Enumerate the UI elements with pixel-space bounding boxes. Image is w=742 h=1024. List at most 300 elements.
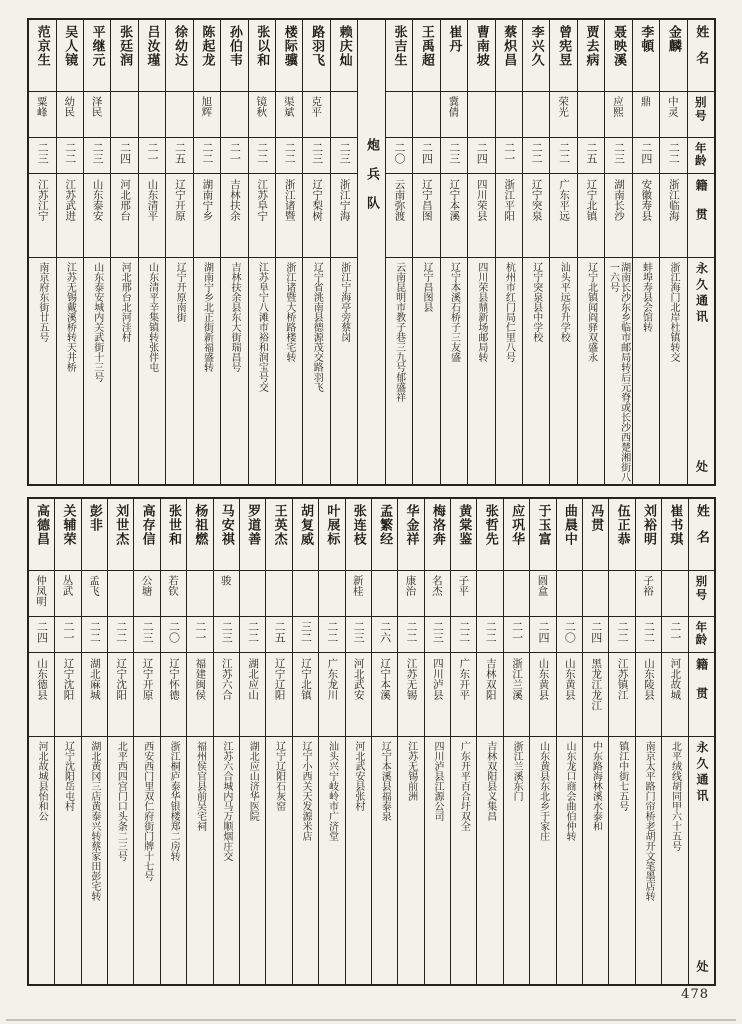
person-age: 二一 — [187, 617, 212, 653]
person-address: 浙江兰溪东门 — [511, 741, 523, 801]
entry-column — [386, 20, 413, 484]
header-column — [688, 20, 714, 484]
person-alias — [331, 92, 357, 138]
person-address: 西安西门里双仁府街门牌十七号 — [141, 741, 153, 881]
person-address: 吉林扶余县东大街瑞昌号 — [228, 262, 240, 372]
person-name: 应巩华 — [504, 499, 529, 571]
person-alias: 康治 — [398, 571, 423, 617]
person-address: 湖北黄冈三店黄泰兴转蔡家田彭宅转 — [88, 741, 100, 901]
person-age: 二四 — [530, 617, 555, 653]
person-address: 江苏无锡戴溪桥转天井桥 — [64, 262, 76, 372]
person-address: 吉林双阳县义集昌 — [484, 741, 496, 821]
entry-column — [57, 20, 84, 484]
entry-column — [557, 499, 583, 984]
person-address: 辽宁北镇闻阎驿双盛永 — [585, 262, 597, 362]
person-name: 叶展标 — [319, 499, 344, 571]
entry-column — [108, 499, 134, 984]
person-age: 二三 — [441, 138, 467, 174]
person-age: 二一 — [221, 138, 247, 174]
person-origin: 黑龙江龙江 — [583, 653, 608, 737]
person-age: 二三 — [346, 617, 371, 653]
person-address: 辽宁本溪石桥子三友盛 — [448, 262, 460, 362]
person-address: 江苏阜宁八滩市裕和润宝号交 — [256, 262, 268, 392]
header-address-tail: 处 — [695, 960, 710, 976]
entry-column — [111, 20, 138, 484]
person-origin: 辽宁北镇 — [293, 653, 318, 737]
person-alias — [413, 92, 439, 138]
person-age: 二四 — [468, 138, 494, 174]
person-alias: 冀倩 — [441, 92, 467, 138]
person-origin: 辽宁北镇 — [578, 174, 604, 258]
person-age: 二一 — [504, 617, 529, 653]
person-address: 浙江海门北岸杜镇转交 — [667, 262, 679, 362]
person-origin: 四川荣县 — [468, 174, 494, 258]
person-name: 华金祥 — [398, 499, 423, 571]
person-alias — [111, 92, 137, 138]
person-origin: 辽宁开原 — [166, 174, 192, 258]
person-name: 张哲先 — [477, 499, 502, 571]
person-name: 彭非 — [82, 499, 107, 571]
person-address: 云南昆明市教子巷三九号郁盛祥 — [393, 262, 405, 402]
person-name: 吕汝瑾 — [139, 20, 165, 92]
header-address-main: 永久通讯 — [695, 741, 710, 805]
person-alias — [319, 571, 344, 617]
entry-column — [633, 20, 660, 484]
person-name: 陈起龙 — [194, 20, 220, 92]
person-name: 蔡炽昌 — [496, 20, 522, 92]
person-alias — [139, 92, 165, 138]
person-alias: 泽民 — [84, 92, 110, 138]
header-alias: 别号 — [688, 92, 714, 138]
entry-column — [346, 499, 372, 984]
entry-column — [578, 20, 605, 484]
person-name: 路羽飞 — [303, 20, 329, 92]
person-address: 南京太平路门帘桥老胡开文笔墨店转 — [643, 741, 655, 901]
person-address: 辽宁开原南街 — [174, 262, 186, 322]
person-address: 山东龙口商会曲伯仲转 — [563, 741, 575, 841]
entry-column — [55, 499, 81, 984]
person-age: 二四 — [583, 617, 608, 653]
entry-column — [605, 20, 632, 484]
roster-table-bottom — [27, 497, 716, 986]
person-age: 二二 — [523, 138, 549, 174]
person-alias — [293, 571, 318, 617]
person-alias — [386, 92, 412, 138]
entry-column — [372, 499, 398, 984]
person-age: 二二 — [451, 617, 476, 653]
person-age: 二五 — [266, 617, 291, 653]
header-name: 姓名 — [688, 20, 714, 92]
person-age: 二三 — [134, 617, 159, 653]
person-origin: 江苏无锡 — [398, 653, 423, 737]
person-age: 二三 — [303, 138, 329, 174]
header-age: 年龄 — [688, 138, 714, 174]
person-name: 于玉富 — [530, 499, 555, 571]
person-alias — [609, 571, 634, 617]
person-origin: 广东平远 — [550, 174, 576, 258]
person-address: 北平绒线胡同甲六十五号 — [669, 741, 681, 851]
person-alias — [504, 571, 529, 617]
person-address: 江苏六合城内马万顺烟庄交 — [220, 741, 232, 861]
section-label-column — [358, 20, 385, 484]
person-alias: 镜秋 — [249, 92, 275, 138]
header-address — [688, 258, 714, 484]
person-name: 梅洛奔 — [425, 499, 450, 571]
entry-column — [303, 20, 330, 484]
person-name: 楼际骥 — [276, 20, 302, 92]
person-address: 镇江中街七五号 — [616, 741, 628, 811]
entry-column — [583, 499, 609, 984]
person-address: 杭州市红门局仁里八号 — [503, 262, 515, 362]
person-age: 二〇 — [386, 138, 412, 174]
person-address: 北平西四宫门口头条二三号 — [115, 741, 127, 861]
person-alias: 新桂 — [346, 571, 371, 617]
entry-column — [276, 20, 303, 484]
person-name: 徐幼达 — [166, 20, 192, 92]
person-name: 崔书琪 — [662, 499, 687, 571]
person-age: 二二 — [398, 617, 423, 653]
person-address: 辽宁辽阳石灰窑 — [273, 741, 285, 811]
person-alias: 克平 — [303, 92, 329, 138]
entry-column — [266, 499, 292, 984]
entry-column — [29, 20, 56, 484]
person-name: 张吉生 — [386, 20, 412, 92]
person-age: 二六 — [372, 617, 397, 653]
person-address: 辽宁昌图县 — [421, 262, 432, 312]
person-origin: 辽宁本溪 — [372, 653, 397, 737]
person-name: 范京生 — [29, 20, 55, 92]
person-origin: 辽宁辽阳 — [266, 653, 291, 737]
person-age: 二四 — [29, 617, 54, 653]
person-origin: 湖南宁乡 — [194, 174, 220, 258]
person-origin: 辽宁突泉 — [523, 174, 549, 258]
entry-column — [468, 20, 495, 484]
person-age: 二四 — [111, 138, 137, 174]
header-alias: 别号 — [689, 571, 714, 617]
person-name: 曲晨中 — [557, 499, 582, 571]
header-address — [689, 737, 714, 984]
person-origin: 辽宁昌图 — [413, 174, 439, 258]
person-age: 二二 — [660, 138, 686, 174]
person-age: 二三 — [425, 617, 450, 653]
person-origin: 浙江平阳 — [496, 174, 522, 258]
person-alias: 旭辉 — [194, 92, 220, 138]
person-age: 二五 — [578, 138, 604, 174]
person-address: 汕头兴宁岐岭市广济堂 — [326, 741, 338, 841]
entry-column — [331, 20, 358, 484]
entry-column — [166, 20, 193, 484]
person-origin: 辽宁怀德 — [161, 653, 186, 737]
person-name: 贾去病 — [578, 20, 604, 92]
person-origin: 四川泸县 — [425, 653, 450, 737]
person-origin: 湖北麻城 — [82, 653, 107, 737]
entry-column — [636, 499, 662, 984]
person-address: 辽宁突泉县中学校 — [530, 262, 542, 342]
person-origin: 浙江诸暨 — [276, 174, 302, 258]
person-name: 刘裕明 — [636, 499, 661, 571]
person-alias — [221, 92, 247, 138]
entry-column — [221, 20, 248, 484]
person-alias: 骏 — [214, 571, 239, 617]
person-origin: 福建闽侯 — [187, 653, 212, 737]
person-name: 曹南坡 — [468, 20, 494, 92]
person-address: 广东开平百合圩双全 — [458, 741, 470, 831]
person-alias — [166, 92, 192, 138]
person-address: 汕头平远东升学校 — [558, 262, 570, 342]
person-alias: 子裕 — [636, 571, 661, 617]
person-origin: 浙江临海 — [660, 174, 686, 258]
person-age: 二一 — [55, 617, 80, 653]
person-address: 山东清平辛集镇转张伴屯 — [146, 262, 158, 372]
person-address: 中东路海林溪水泰和 — [590, 741, 602, 831]
person-origin: 河北故城 — [662, 653, 687, 737]
person-origin: 吉林双阳 — [477, 653, 502, 737]
person-address: 辽宁小西关天发源米店 — [300, 741, 312, 841]
person-origin: 辽宁沈阳 — [55, 653, 80, 737]
person-age: 二三 — [214, 617, 239, 653]
person-alias — [557, 571, 582, 617]
entry-column — [660, 20, 687, 484]
person-name: 孙伯韦 — [221, 20, 247, 92]
person-age: 二一 — [496, 138, 522, 174]
header-column — [689, 499, 714, 984]
entry-column — [662, 499, 688, 984]
person-address: 浙江宁海亭旁蔡岗 — [338, 262, 350, 342]
person-address: 山东泰安城内关武街十三号 — [91, 262, 103, 382]
person-name: 胡复威 — [293, 499, 318, 571]
person-origin: 湖北应山 — [240, 653, 265, 737]
entry-column — [477, 499, 503, 984]
person-origin: 江苏江宁 — [29, 174, 55, 258]
person-name: 张连枝 — [346, 499, 371, 571]
person-age: 二〇 — [557, 617, 582, 653]
person-address: 浙江桐庐泰华银楼郑二房转 — [168, 741, 180, 861]
person-name: 黄棠鉴 — [451, 499, 476, 571]
person-alias — [578, 92, 604, 138]
header-address-tail: 处 — [694, 460, 709, 476]
person-origin: 广东龙川 — [319, 653, 344, 737]
person-origin: 安徽寿县 — [633, 174, 659, 258]
person-age: 二三 — [605, 138, 631, 174]
header-address-main: 永久通讯 — [694, 262, 709, 326]
person-address: 蚌埠寿县会馆转 — [640, 262, 652, 332]
person-alias — [477, 571, 502, 617]
person-alias: 公塘 — [134, 571, 159, 617]
entry-column — [398, 499, 424, 984]
entry-column — [82, 499, 108, 984]
person-age: 二三 — [84, 138, 110, 174]
person-name: 王禹超 — [413, 20, 439, 92]
person-address: 福州侯官县前吴宅祠 — [194, 741, 206, 831]
person-origin: 辽宁梨树 — [303, 174, 329, 258]
person-age: 二五 — [166, 138, 192, 174]
person-alias: 丛武 — [55, 571, 80, 617]
person-alias — [372, 571, 397, 617]
entry-column — [441, 20, 468, 484]
person-address: 浙江诸暨大桥路楼宅转 — [283, 262, 295, 362]
person-name: 赖庆灿 — [331, 20, 357, 92]
person-origin: 山东清平 — [139, 174, 165, 258]
person-origin: 江苏镇江 — [609, 653, 634, 737]
person-alias — [468, 92, 494, 138]
person-name: 张世和 — [161, 499, 186, 571]
person-alias: 仲凤明 — [29, 571, 54, 617]
person-origin: 广东开平 — [451, 653, 476, 737]
person-name: 李頓 — [633, 20, 659, 92]
person-alias: 中灵 — [660, 92, 686, 138]
person-address: 河北故城县怡和公 — [36, 741, 48, 821]
person-name: 高存信 — [134, 499, 159, 571]
person-age: 二三 — [331, 138, 357, 174]
person-alias: 名杰 — [425, 571, 450, 617]
person-origin: 江苏阜宁 — [249, 174, 275, 258]
entry-column — [550, 20, 577, 484]
entry-column — [425, 499, 451, 984]
entry-column — [530, 499, 556, 984]
person-origin: 江苏六合 — [214, 653, 239, 737]
person-age: 二二 — [609, 617, 634, 653]
header-origin: 籍贯 — [688, 174, 714, 258]
person-name: 伍正恭 — [609, 499, 634, 571]
person-age: 二二 — [249, 138, 275, 174]
person-alias — [108, 571, 133, 617]
person-alias: 若钦 — [161, 571, 186, 617]
person-age: 二〇 — [161, 617, 186, 653]
person-name: 曾宪昱 — [550, 20, 576, 92]
person-origin: 山东陵县 — [636, 653, 661, 737]
person-origin: 浙江兰溪 — [504, 653, 529, 737]
person-age: 二四 — [633, 138, 659, 174]
person-origin: 山东德县 — [29, 653, 54, 737]
person-alias: 渠斌 — [276, 92, 302, 138]
person-origin: 河北武安 — [346, 653, 371, 737]
person-age: 二二 — [57, 138, 83, 174]
person-name: 平继元 — [84, 20, 110, 92]
person-alias: 幼民 — [57, 92, 83, 138]
person-age: 二二 — [240, 617, 265, 653]
person-age: 二二 — [319, 617, 344, 653]
scan-edge-artifact — [6, 1019, 736, 1021]
entry-column — [504, 499, 530, 984]
person-name: 崔丹 — [441, 20, 467, 92]
person-name: 聂映溪 — [605, 20, 631, 92]
person-name: 金麟 — [660, 20, 686, 92]
person-name: 高德昌 — [29, 499, 54, 571]
person-address: 山东黄县东北乡于家庄 — [537, 741, 549, 841]
person-name: 李兴久 — [523, 20, 549, 92]
person-address: 四川荣县鼎新场邮局转 — [475, 262, 487, 362]
entry-column — [319, 499, 345, 984]
person-age: 二二 — [82, 617, 107, 653]
entry-column — [139, 20, 166, 484]
entry-column — [187, 499, 213, 984]
entry-column — [134, 499, 160, 984]
person-age: 二一 — [139, 138, 165, 174]
person-origin: 辽宁本溪 — [441, 174, 467, 258]
person-origin: 江苏武进 — [57, 174, 83, 258]
person-address: 南京府东街廿五号 — [36, 262, 48, 342]
person-address: 辽宁省洮南县德源茂交路羽飞 — [311, 262, 323, 392]
person-origin: 山东泰安 — [84, 174, 110, 258]
entry-column — [214, 499, 240, 984]
person-alias: 荣光 — [550, 92, 576, 138]
person-address: 湖南长沙东乡临市邮局转后元脊或长沙西楚湘街八一六号 — [607, 262, 630, 482]
person-alias — [662, 571, 687, 617]
person-age: 二二 — [276, 138, 302, 174]
entry-column — [84, 20, 111, 484]
person-address: 湖南宁乡北正街新福盛转 — [201, 262, 213, 372]
person-age: 二三 — [29, 138, 55, 174]
person-alias: 圆盒 — [530, 571, 555, 617]
header-age: 年龄 — [689, 617, 714, 653]
person-alias — [187, 571, 212, 617]
person-origin: 湖南长沙 — [605, 174, 631, 258]
person-alias — [496, 92, 522, 138]
person-age: 二二 — [477, 617, 502, 653]
person-address: 江苏无锡前洲 — [405, 741, 417, 801]
person-address: 辽宁本溪县福泰泉 — [379, 741, 391, 821]
person-age: 三二 — [293, 617, 318, 653]
person-age: 二二 — [108, 617, 133, 653]
person-name: 孟繁经 — [372, 499, 397, 571]
entry-column — [29, 499, 55, 984]
person-age: 二二 — [636, 617, 661, 653]
person-alias: 子平 — [451, 571, 476, 617]
entry-column — [451, 499, 477, 984]
person-age: 二四 — [413, 138, 439, 174]
person-address: 河北武安县张村 — [352, 741, 364, 811]
person-alias — [240, 571, 265, 617]
person-origin: 河北邢台 — [111, 174, 137, 258]
person-origin: 辽宁沈阳 — [108, 653, 133, 737]
person-name: 张廷润 — [111, 20, 137, 92]
person-alias — [583, 571, 608, 617]
person-origin: 辽宁开原 — [134, 653, 159, 737]
person-age: 二二 — [550, 138, 576, 174]
person-alias: 孟飞 — [82, 571, 107, 617]
person-name: 关辅荣 — [55, 499, 80, 571]
header-name: 姓名 — [689, 499, 714, 571]
person-address: 辽宁沈阳岳屯村 — [62, 741, 74, 811]
person-alias: 应熙 — [605, 92, 631, 138]
person-alias: 鼎 — [633, 92, 659, 138]
entry-column — [496, 20, 523, 484]
person-origin: 浙江宁海 — [331, 174, 357, 258]
entry-column — [240, 499, 266, 984]
entry-column — [413, 20, 440, 484]
person-name: 王英杰 — [266, 499, 291, 571]
person-name: 吴人镜 — [57, 20, 83, 92]
roster-table-top — [27, 18, 716, 486]
entry-column — [293, 499, 319, 984]
person-alias — [523, 92, 549, 138]
person-name: 冯贯 — [583, 499, 608, 571]
person-address: 河北邢台北河洼村 — [119, 262, 131, 342]
entry-column — [609, 499, 635, 984]
section-label: 炮兵队 — [364, 138, 380, 225]
person-age: 二二 — [194, 138, 220, 174]
header-origin: 籍贯 — [689, 653, 714, 737]
person-origin: 山东黄县 — [530, 653, 555, 737]
person-age: 二一 — [662, 617, 687, 653]
person-name: 罗道善 — [240, 499, 265, 571]
person-origin: 云南弥渡 — [386, 174, 412, 258]
person-address: 湖北应山济华医院 — [247, 741, 259, 821]
person-name: 张以和 — [249, 20, 275, 92]
person-origin: 山东黄县 — [557, 653, 582, 737]
person-name: 杨祖燃 — [187, 499, 212, 571]
entry-column — [161, 499, 187, 984]
